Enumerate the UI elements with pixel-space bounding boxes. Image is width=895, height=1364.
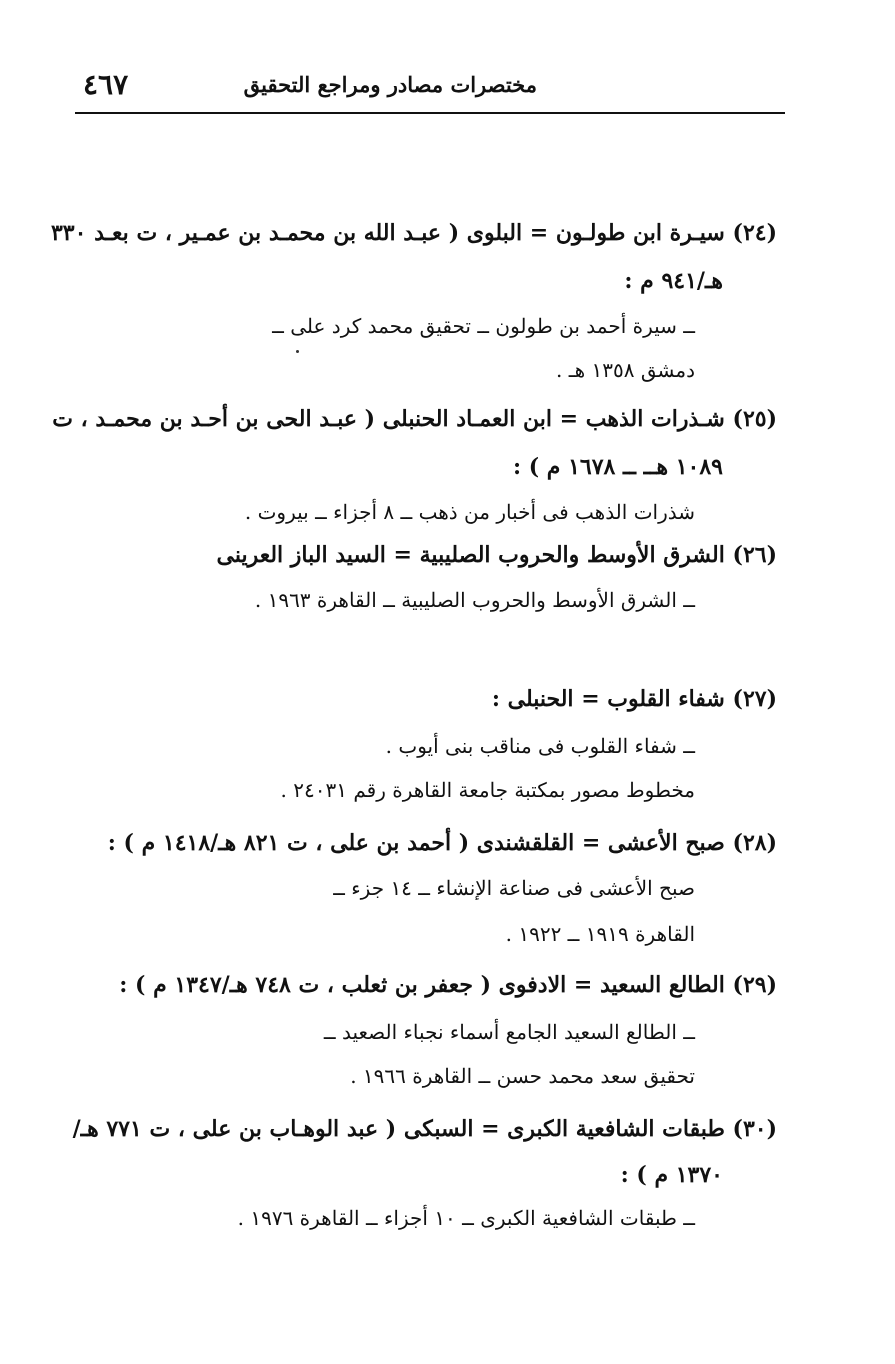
entry-28-heading: (٢٨) صبح الأعشى = القلقشندى ( أحمد بن على ، ت ٨٢١ هـ/١٤١٨ م ) : <box>107 830 777 856</box>
entry-25-heading: (٢٥) شـذرات الذهب = ابن العمـاد الحنبلى ( عبـد الحى بن أحـد بن محمـد ، ت <box>52 406 777 432</box>
entry-24-heading: (٢٤) سيـرة ابن طولـون = البلوى ( عبـد الله بن محمـد بن عمـير ، ت بعـد ٣٣٠ <box>50 220 777 246</box>
entry-27-manuscript: مخطوط مصور بمكتبة جامعة القاهرة رقم ٢٤٠٣١ . <box>280 778 695 802</box>
entry-24-imprint: دمشق ١٣٥٨ هـ . <box>556 358 695 382</box>
header-rule <box>75 112 785 114</box>
entry-29-imprint: تحقيق سعد محمد حسن ــ القاهرة ١٩٦٦ . <box>350 1064 695 1088</box>
entry-30-heading: (٣٠) طبقات الشافعية الكبرى = السبكى ( عبد الوهـاب بن على ، ت ٧٧١ هـ/ <box>72 1116 777 1142</box>
ink-speck <box>296 350 299 353</box>
entry-28-imprint: القاهرة ١٩١٩ ــ ١٩٢٢ . <box>505 922 695 946</box>
entry-30-dates: ١٣٧٠ م ) : <box>620 1162 723 1188</box>
entry-27-source: ــ شفاء القلوب فى مناقب بنى أيوب . <box>385 734 695 758</box>
page-header <box>75 62 785 114</box>
entry-30-source: ــ طبقات الشافعية الكبرى ــ ١٠ أجزاء ــ القاهرة ١٩٧٦ . <box>237 1206 695 1230</box>
running-title: مختصرات مصادر ومراجع التحقيق <box>243 72 537 97</box>
page-number: ٤٦٧ <box>83 68 129 101</box>
entry-26-heading: (٢٦) الشرق الأوسط والحروب الصليبية = السيد الباز العرينى <box>216 542 777 568</box>
entry-28-source: صبح الأعشى فى صناعة الإنشاء ــ ١٤ جزء ــ <box>333 876 695 900</box>
entry-29-source: ــ الطالع السعيد الجامع أسماء نجباء الصعيد ــ <box>323 1020 695 1044</box>
entry-24-source: ــ سيرة أحمد بن طولون ــ تحقيق محمد كرد على ــ <box>272 314 695 338</box>
entry-29-heading: (٢٩) الطالع السعيد = الادفوى ( جعفر بن ثعلب ، ت ٧٤٨ هـ/١٣٤٧ م ) : <box>119 972 777 998</box>
entry-24-dates: هـ/٩٤١ م : <box>624 268 723 294</box>
entry-25-dates: ١٠٨٩ هــ ــ ١٦٧٨ م ) : <box>512 454 723 480</box>
entry-26-source: ــ الشرق الأوسط والحروب الصليبية ــ القاهرة ١٩٦٣ . <box>254 588 695 612</box>
entry-25-source: شذرات الذهب فى أخبار من ذهب ــ ٨ أجزاء ــ بيروت . <box>244 500 695 524</box>
entry-27-heading: (٢٧) شفاء القلوب = الحنبلى : <box>491 686 777 712</box>
